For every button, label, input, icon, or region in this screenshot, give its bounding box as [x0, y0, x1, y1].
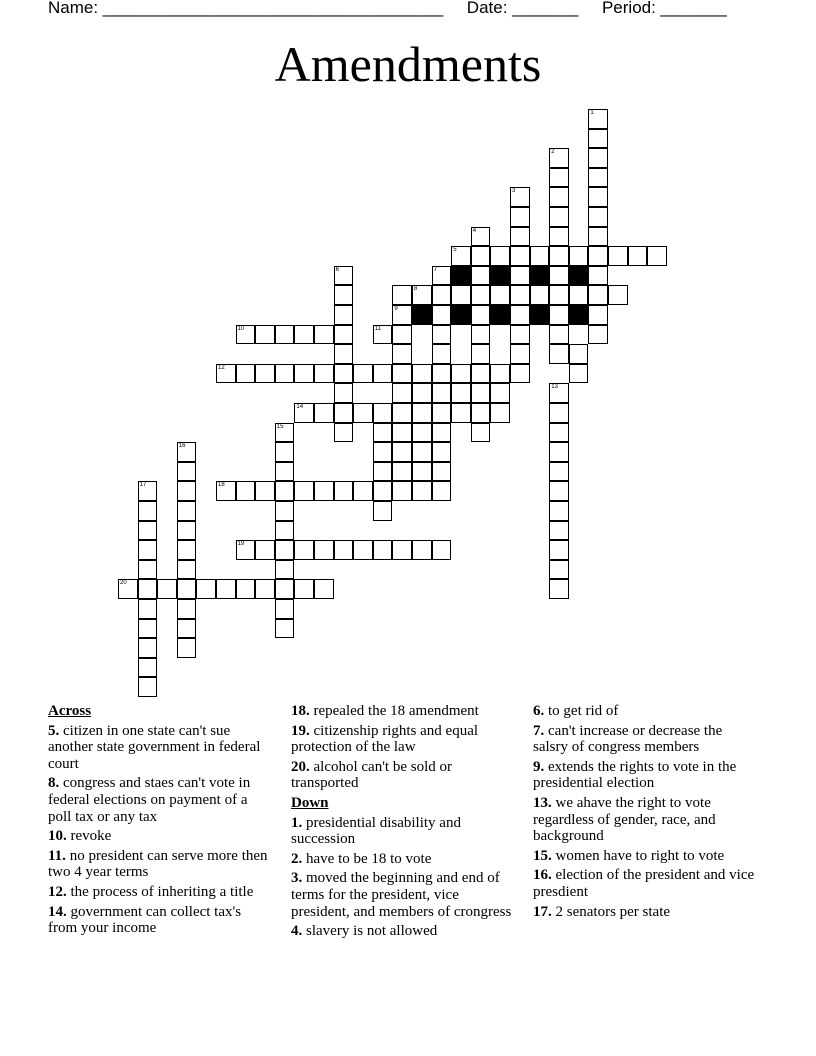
grid-cell[interactable]	[549, 521, 569, 541]
grid-cell[interactable]	[392, 364, 412, 384]
grid-cell[interactable]	[588, 148, 608, 168]
grid-cell[interactable]	[294, 325, 314, 345]
grid-cell[interactable]	[549, 442, 569, 462]
grid-cell[interactable]	[510, 207, 530, 227]
grid-cell[interactable]	[275, 325, 295, 345]
grid-cell[interactable]	[236, 481, 256, 501]
grid-cell[interactable]	[334, 403, 354, 423]
grid-cell[interactable]	[138, 560, 158, 580]
grid-cell[interactable]	[471, 227, 491, 247]
grid-cell[interactable]	[138, 638, 158, 658]
grid-cell[interactable]	[373, 423, 393, 443]
grid-cell[interactable]	[334, 364, 354, 384]
grid-cell[interactable]	[549, 501, 569, 521]
clue-text: 2 senators per state	[551, 903, 671, 920]
clue-text: extends the rights to vote in the presidential election	[533, 758, 737, 792]
grid-cell[interactable]	[294, 579, 314, 599]
cell-number: 1	[590, 110, 594, 116]
clue-text: can't increase or decrease the salsry of congress members	[533, 722, 723, 756]
grid-cell[interactable]	[255, 364, 275, 384]
grid-cell[interactable]	[294, 540, 314, 560]
grid-cell[interactable]	[510, 325, 530, 345]
grid-cell[interactable]	[471, 285, 491, 305]
cell-number: 8	[414, 286, 418, 293]
clue-text: election of the president and vice presdient	[533, 867, 755, 900]
cell-number: 19	[237, 541, 245, 548]
blocked-cell	[490, 266, 510, 286]
name-field[interactable]: Name: ____________________________________	[48, 0, 444, 17]
grid-cell[interactable]	[216, 364, 236, 384]
clue-item	[48, 904, 273, 937]
grid-cell[interactable]	[392, 383, 412, 403]
grid-cell[interactable]	[275, 521, 295, 541]
grid-cell[interactable]	[471, 344, 491, 364]
grid-cell[interactable]	[275, 501, 295, 521]
clue-item	[533, 759, 758, 792]
grid-cell[interactable]	[373, 540, 393, 560]
grid-cell[interactable]	[392, 403, 412, 423]
cell-number: 18	[218, 482, 225, 489]
clue-text: moved the beginning and end of terms for the president, vice president, and members of crongress	[291, 870, 512, 920]
grid-cell[interactable]	[471, 364, 491, 384]
cell-number: 11	[374, 325, 382, 332]
grid-cell[interactable]	[569, 246, 589, 266]
across-heading: Across	[48, 703, 92, 719]
grid-cell[interactable]	[392, 462, 412, 482]
grid-cell[interactable]	[177, 599, 197, 619]
grid-cell[interactable]	[373, 403, 393, 423]
grid-cell[interactable]	[314, 579, 334, 599]
grid-cell[interactable]	[588, 109, 608, 129]
clue-number: 1.	[291, 814, 303, 831]
grid-cell[interactable]	[451, 285, 471, 305]
clue-item	[533, 904, 758, 921]
grid-cell[interactable]	[569, 285, 589, 305]
cell-number: 15	[276, 423, 284, 430]
grid-cell[interactable]	[255, 481, 275, 501]
grid-cell[interactable]	[549, 481, 569, 501]
grid-cell[interactable]	[314, 364, 334, 384]
grid-cell[interactable]	[588, 207, 608, 227]
clue-item	[533, 703, 758, 720]
grid-cell[interactable]	[432, 481, 452, 501]
grid-cell[interactable]	[334, 481, 354, 501]
grid-cell[interactable]	[392, 344, 412, 364]
grid-cell[interactable]	[138, 501, 158, 521]
grid-cell[interactable]	[451, 364, 471, 384]
clue-number: 4.	[291, 923, 303, 940]
clue-item	[291, 759, 516, 792]
clue-item	[533, 867, 758, 900]
grid-cell[interactable]	[471, 423, 491, 443]
grid-cell[interactable]	[549, 227, 569, 247]
grid-cell[interactable]	[412, 481, 432, 501]
grid-cell[interactable]	[196, 579, 216, 599]
clue-number: 12.	[48, 883, 67, 900]
grid-cell[interactable]	[275, 364, 295, 384]
clue-text: the process of inheriting a title	[66, 883, 254, 900]
grid-cell[interactable]	[569, 364, 589, 384]
grid-cell[interactable]	[549, 305, 569, 325]
clue-number: 15.	[533, 847, 552, 864]
grid-cell[interactable]	[177, 501, 197, 521]
grid-cell[interactable]	[471, 383, 491, 403]
grid-cell[interactable]	[216, 579, 236, 599]
grid-cell[interactable]	[334, 423, 354, 443]
grid-cell[interactable]	[510, 305, 530, 325]
clue-number: 6.	[533, 703, 545, 719]
grid-cell[interactable]	[490, 285, 510, 305]
clues-column-1	[48, 703, 273, 940]
grid-cell[interactable]	[334, 325, 354, 345]
grid-cell[interactable]	[412, 540, 432, 560]
clue-text: congress and staes can't vote in federal elections on payment of a poll tax or any tax	[48, 775, 251, 825]
grid-cell[interactable]	[471, 246, 491, 266]
grid-cell[interactable]	[490, 246, 510, 266]
grid-cell[interactable]	[275, 423, 295, 443]
grid-cell[interactable]	[373, 364, 393, 384]
grid-cell[interactable]	[451, 383, 471, 403]
grid-cell[interactable]	[432, 383, 452, 403]
grid-cell[interactable]	[432, 305, 452, 325]
cell-number: 6	[335, 266, 339, 273]
grid-cell[interactable]	[588, 187, 608, 207]
grid-cell[interactable]	[549, 325, 569, 345]
grid-cell[interactable]	[510, 344, 530, 364]
clue-text: revoke	[66, 828, 112, 845]
grid-cell[interactable]	[177, 442, 197, 462]
grid-cell[interactable]	[490, 403, 510, 423]
cell-number: 3	[512, 188, 516, 195]
grid-cell[interactable]	[549, 168, 569, 188]
clue-item	[48, 884, 273, 901]
clue-text: slavery is not allowed	[302, 923, 438, 940]
grid-cell[interactable]	[412, 383, 432, 403]
grid-cell[interactable]	[275, 481, 295, 501]
blocked-cell	[530, 305, 550, 325]
grid-cell[interactable]	[373, 442, 393, 462]
grid-cell[interactable]	[588, 168, 608, 188]
grid-cell[interactable]	[549, 462, 569, 482]
grid-cell[interactable]	[549, 383, 569, 403]
grid-cell[interactable]	[353, 481, 373, 501]
grid-cell[interactable]	[549, 579, 569, 599]
grid-cell[interactable]	[530, 285, 550, 305]
grid-cell[interactable]	[177, 521, 197, 541]
grid-cell[interactable]	[588, 305, 608, 325]
blocked-cell	[569, 305, 589, 325]
grid-cell[interactable]	[334, 305, 354, 325]
cell-number: 9	[394, 306, 398, 312]
grid-cell[interactable]	[471, 325, 491, 345]
grid-cell[interactable]	[334, 285, 354, 305]
grid-cell[interactable]	[334, 540, 354, 560]
cell-number: 12	[218, 364, 225, 371]
grid-cell[interactable]	[549, 560, 569, 580]
grid-cell[interactable]	[373, 325, 393, 345]
grid-cell[interactable]	[275, 619, 295, 639]
cell-number: 2	[551, 149, 555, 156]
grid-cell[interactable]	[432, 285, 452, 305]
grid-cell[interactable]	[432, 403, 452, 423]
grid-cell[interactable]	[588, 266, 608, 286]
clue-item	[291, 923, 516, 940]
grid-cell[interactable]	[334, 266, 354, 286]
clue-text: alcohol can't be sold or transported	[291, 758, 452, 792]
grid-cell[interactable]	[412, 442, 432, 462]
grid-cell[interactable]	[549, 344, 569, 364]
grid-cell[interactable]	[334, 383, 354, 403]
page-title: Amendments	[274, 36, 542, 92]
grid-cell[interactable]	[549, 540, 569, 560]
clue-item	[48, 723, 273, 773]
grid-cell[interactable]	[549, 207, 569, 227]
grid-cell[interactable]	[549, 423, 569, 443]
grid-cell[interactable]	[177, 560, 197, 580]
blocked-cell	[530, 266, 550, 286]
grid-cell[interactable]	[549, 246, 569, 266]
grid-cell[interactable]	[608, 246, 628, 266]
clue-number: 16.	[533, 867, 552, 884]
grid-cell[interactable]	[392, 540, 412, 560]
clue-number: 17.	[533, 903, 552, 920]
cell-number: 4	[472, 227, 477, 234]
grid-cell[interactable]	[294, 481, 314, 501]
cell-number: 10	[237, 325, 245, 332]
grid-cell[interactable]	[569, 344, 589, 364]
grid-cell[interactable]	[588, 325, 608, 345]
blocked-cell	[569, 266, 589, 286]
clue-number: 3.	[291, 870, 303, 887]
grid-cell[interactable]	[138, 658, 158, 678]
blocked-cell	[490, 305, 510, 325]
clue-number: 14.	[48, 903, 67, 920]
grid-cell[interactable]	[471, 305, 491, 325]
grid-cell[interactable]	[471, 403, 491, 423]
grid-cell[interactable]	[236, 579, 256, 599]
clue-number: 9.	[533, 758, 545, 775]
grid-cell[interactable]	[432, 266, 452, 286]
grid-cell[interactable]	[510, 227, 530, 247]
grid-cell[interactable]	[138, 599, 158, 619]
grid-cell[interactable]	[314, 481, 334, 501]
clue-text: citizen in one state can't sue another state government in federal court	[48, 722, 261, 772]
clue-text: repealed the 18 amendment	[309, 703, 479, 719]
grid-cell[interactable]	[392, 325, 412, 345]
down-heading: Down	[291, 794, 329, 811]
grid-cell[interactable]	[353, 364, 373, 384]
grid-cell[interactable]	[432, 344, 452, 364]
grid-cell[interactable]	[588, 246, 608, 266]
grid-cell[interactable]	[432, 423, 452, 443]
date-field[interactable]: Date: _______	[466, 0, 579, 17]
grid-cell[interactable]	[432, 325, 452, 345]
grid-cell[interactable]	[510, 364, 530, 384]
grid-cell[interactable]	[236, 364, 256, 384]
clue-text: presidential disability and succession	[291, 814, 461, 848]
clue-text: we ahave the right to vote regardless of gender, race, and background	[533, 794, 716, 845]
grid-cell[interactable]	[451, 246, 471, 266]
grid-cell[interactable]	[412, 364, 432, 384]
cell-number: 13	[551, 384, 558, 391]
clues-column-2	[291, 703, 516, 943]
grid-cell[interactable]	[294, 364, 314, 384]
grid-cell[interactable]	[549, 148, 569, 168]
grid-cell[interactable]	[275, 442, 295, 462]
grid-cell[interactable]	[608, 285, 628, 305]
grid-cell[interactable]	[157, 579, 177, 599]
grid-cell[interactable]	[392, 481, 412, 501]
clue-text: no president can serve more then two 4 year terms	[48, 847, 268, 881]
grid-cell[interactable]	[490, 364, 510, 384]
grid-cell[interactable]	[490, 383, 510, 403]
cell-number: 14	[296, 404, 304, 410]
clue-item	[291, 723, 516, 756]
grid-cell[interactable]	[177, 462, 197, 482]
grid-cell[interactable]	[412, 403, 432, 423]
clue-number: 7.	[533, 722, 545, 739]
clue-number: 19.	[291, 722, 310, 739]
grid-cell[interactable]	[628, 246, 648, 266]
grid-cell[interactable]	[412, 462, 432, 482]
cell-number: 16	[178, 443, 186, 450]
grid-cell[interactable]	[373, 462, 393, 482]
grid-cell[interactable]	[392, 423, 412, 443]
clue-text: citizenship rights and equal protection of the law	[291, 722, 479, 756]
clue-item	[291, 815, 516, 848]
clue-number: 10.	[48, 828, 67, 845]
grid-cell[interactable]	[177, 619, 197, 639]
cell-number: 7	[433, 266, 437, 273]
clue-number: 8.	[48, 775, 60, 792]
clue-item	[48, 828, 273, 845]
blocked-cell	[412, 305, 432, 325]
grid-cell[interactable]	[294, 403, 314, 423]
grid-cell[interactable]	[510, 285, 530, 305]
grid-cell[interactable]	[275, 462, 295, 482]
grid-cell[interactable]	[138, 521, 158, 541]
clue-text: have to be 18 to vote	[302, 850, 432, 867]
cell-number: 17	[139, 482, 147, 489]
grid-cell[interactable]	[138, 481, 158, 501]
grid-cell[interactable]	[432, 442, 452, 462]
grid-cell[interactable]	[275, 579, 295, 599]
clue-number: 2.	[291, 850, 303, 867]
grid-cell[interactable]	[314, 403, 334, 423]
grid-cell[interactable]	[353, 403, 373, 423]
grid-cell[interactable]	[392, 442, 412, 462]
grid-cell[interactable]	[510, 187, 530, 207]
clue-number: 13.	[533, 794, 552, 811]
period-field[interactable]: Period: _______	[601, 0, 727, 17]
grid-cell[interactable]	[236, 540, 256, 560]
clue-item	[291, 703, 516, 720]
clue-number: 5.	[48, 722, 60, 739]
grid-cell[interactable]	[275, 599, 295, 619]
grid-cell[interactable]	[412, 285, 432, 305]
grid-cell[interactable]	[177, 638, 197, 658]
grid-cell[interactable]	[353, 540, 373, 560]
grid-cell[interactable]	[588, 129, 608, 149]
grid-cell[interactable]	[471, 266, 491, 286]
grid-cell[interactable]	[255, 540, 275, 560]
grid-cell[interactable]	[549, 266, 569, 286]
clue-number: 18.	[291, 703, 310, 719]
grid-cell[interactable]	[255, 579, 275, 599]
grid-cell[interactable]	[138, 677, 158, 697]
clue-text: to get rid of	[544, 703, 619, 719]
grid-cell[interactable]	[334, 344, 354, 364]
grid-cell[interactable]	[549, 187, 569, 207]
clue-item	[48, 848, 273, 881]
grid-cell[interactable]	[177, 540, 197, 560]
grid-cell[interactable]	[432, 462, 452, 482]
grid-cell[interactable]	[373, 501, 393, 521]
clue-item	[533, 723, 758, 756]
clue-item	[291, 870, 516, 920]
grid-cell[interactable]	[314, 325, 334, 345]
clue-item	[533, 848, 758, 865]
grid-cell[interactable]	[236, 325, 256, 345]
grid-cell[interactable]	[588, 227, 608, 247]
grid-cell[interactable]	[118, 579, 138, 599]
grid-cell[interactable]	[392, 285, 412, 305]
grid-cell[interactable]	[549, 403, 569, 423]
grid-cell[interactable]	[373, 481, 393, 501]
clue-number: 11.	[48, 847, 66, 864]
grid-cell[interactable]	[588, 285, 608, 305]
grid-cell[interactable]	[177, 481, 197, 501]
grid-cell[interactable]	[216, 481, 236, 501]
cell-number: 20	[120, 580, 127, 587]
grid-cell[interactable]	[549, 285, 569, 305]
blocked-cell	[451, 266, 471, 286]
clue-item	[533, 795, 758, 845]
grid-cell[interactable]	[510, 246, 530, 266]
grid-cell[interactable]	[314, 540, 334, 560]
grid-cell[interactable]	[255, 325, 275, 345]
clue-item	[291, 851, 516, 868]
grid-cell[interactable]	[451, 403, 471, 423]
grid-cell[interactable]	[138, 619, 158, 639]
grid-cell[interactable]	[530, 246, 550, 266]
grid-cell[interactable]	[138, 540, 158, 560]
clue-number: 20.	[291, 758, 310, 775]
grid-cell[interactable]	[177, 579, 197, 599]
grid-cell[interactable]	[392, 305, 412, 325]
clues-column-3	[533, 703, 758, 923]
grid-cell[interactable]	[275, 540, 295, 560]
grid-cell[interactable]	[275, 560, 295, 580]
clue-text: women have to right to vote	[551, 847, 725, 864]
grid-cell[interactable]	[412, 423, 432, 443]
grid-cell[interactable]	[510, 266, 530, 286]
grid-cell[interactable]	[138, 579, 158, 599]
cell-number: 5	[453, 247, 457, 254]
clue-text: government can collect tax's from your income	[48, 903, 242, 937]
grid-cell[interactable]	[647, 246, 667, 266]
clue-item	[48, 775, 273, 825]
blocked-cell	[451, 305, 471, 325]
grid-cell[interactable]	[432, 364, 452, 384]
grid-cell[interactable]	[432, 540, 452, 560]
